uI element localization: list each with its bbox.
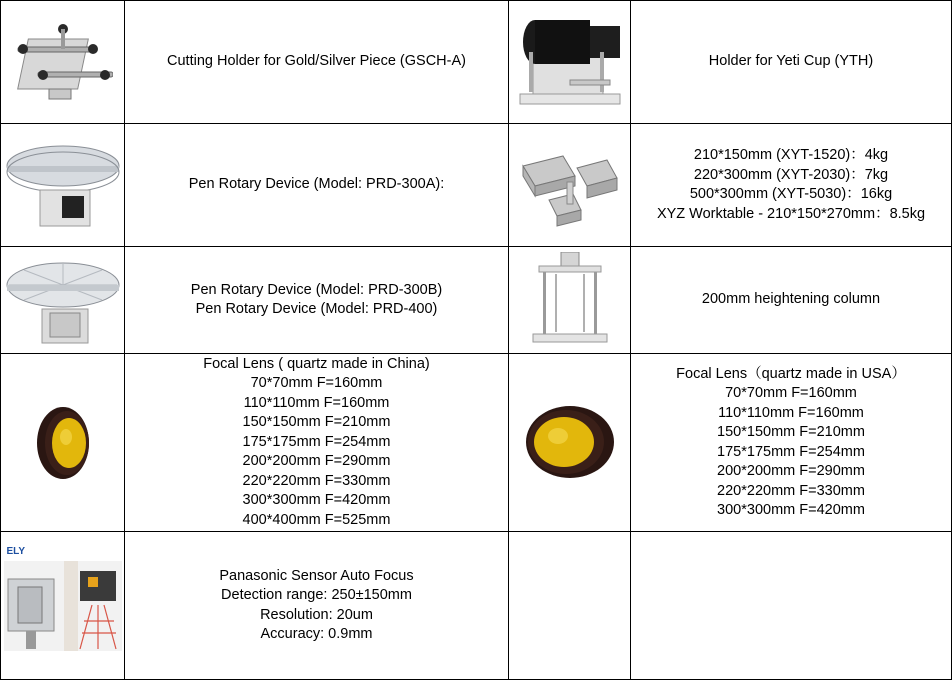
pen-rotary-device-300b-image — [4, 253, 122, 348]
image-cell — [1, 354, 125, 532]
heightening-column-image — [525, 252, 615, 348]
cell-line: 175*175mm F=254mm — [717, 443, 865, 460]
cell-line: 110*110mm F=160mm — [718, 404, 864, 421]
cell-line: Focal Lens（quartz made in USA） — [676, 365, 906, 382]
cell-line: 300*300mm F=420mm — [717, 502, 865, 518]
focal-lens-usa-image — [522, 400, 618, 486]
cell-line: 150*150mm F=210mm — [242, 414, 391, 431]
table-row — [1, 124, 952, 247]
pen-rotary-device-300a-image — [4, 138, 122, 233]
cell-line: Pen Rotary Device (Model: PRD-300A): — [188, 176, 445, 193]
image-cell — [509, 354, 631, 532]
cell-line: 175*175mm F=254mm — [242, 433, 391, 450]
table-row — [1, 247, 952, 354]
text-cell — [125, 532, 509, 680]
gold-silver-holder-image — [13, 17, 113, 107]
image-cell — [509, 124, 631, 247]
text-cell — [631, 124, 952, 247]
empty-text-cell — [631, 532, 952, 680]
cell-line: 220*220mm F=330mm — [242, 472, 391, 489]
cell-line: 70*70mm F=160mm — [725, 385, 857, 401]
cell-line: 500*300mm (XYT-5030)：16kg — [689, 186, 893, 202]
cell-line: 70*70mm F=160mm — [250, 375, 383, 392]
cell-line: 110*110mm F=160mm — [243, 394, 390, 411]
image-cell — [1, 247, 125, 354]
table-row — [1, 354, 952, 532]
xyz-worktable-image — [515, 138, 625, 233]
text-cell — [125, 124, 509, 247]
cell-line: Panasonic Sensor Auto Focus — [219, 567, 414, 584]
cell-line: Resolution: 20um — [260, 606, 373, 623]
cell-line: Pen Rotary Device (Model: PRD-300B) — [190, 281, 443, 298]
cell-line: Accuracy: 0.9mm — [260, 626, 373, 642]
cell-line: 220*300mm (XYT-2030)：7kg — [693, 166, 889, 183]
image-cell — [1, 532, 125, 680]
cell-line: 200*200mm F=290mm — [242, 453, 391, 470]
table-row — [1, 1, 952, 124]
cell-line: 200mm heightening column — [701, 291, 881, 308]
cell-line: Focal Lens ( quartz made in China) — [203, 355, 430, 372]
text-cell — [125, 1, 509, 124]
image-cell — [1, 1, 125, 124]
cell-line: 150*150mm F=210mm — [717, 424, 865, 440]
cell-line: 400*400mm F=525mm — [242, 511, 391, 528]
text-cell — [631, 247, 952, 354]
text-cell — [631, 1, 952, 124]
focal-lens-china-image — [33, 403, 93, 483]
ely-logo: ELY — [6, 545, 26, 557]
text-cell — [631, 354, 952, 532]
cell-line: 200*200mm F=290mm — [717, 463, 865, 479]
image-cell — [509, 1, 631, 124]
yeti-cup-holder-image — [515, 12, 625, 112]
image-cell — [1, 124, 125, 247]
cell-line: 210*150mm (XYT-1520)：4kg — [693, 147, 889, 163]
cell-line: Detection range: 250±150mm — [221, 587, 412, 603]
cell-line: Holder for Yeti Cup (YTH) — [708, 53, 874, 70]
cell-line: Pen Rotary Device (Model: PRD-400) — [195, 301, 438, 317]
empty-image-cell — [509, 532, 631, 680]
cell-line: XYZ Worktable - 210*150*270mm：8.5kg — [656, 205, 926, 222]
image-cell — [509, 247, 631, 354]
text-cell — [125, 247, 509, 354]
cell-line: 300*300mm F=420mm — [242, 492, 391, 509]
text-cell — [125, 354, 509, 532]
cell-line: 220*220mm F=330mm — [717, 482, 865, 499]
table-row — [1, 532, 952, 680]
cell-line: Cutting Holder for Gold/Silver Piece (GSCH-A) — [167, 53, 466, 70]
panasonic-sensor-image — [4, 561, 122, 651]
